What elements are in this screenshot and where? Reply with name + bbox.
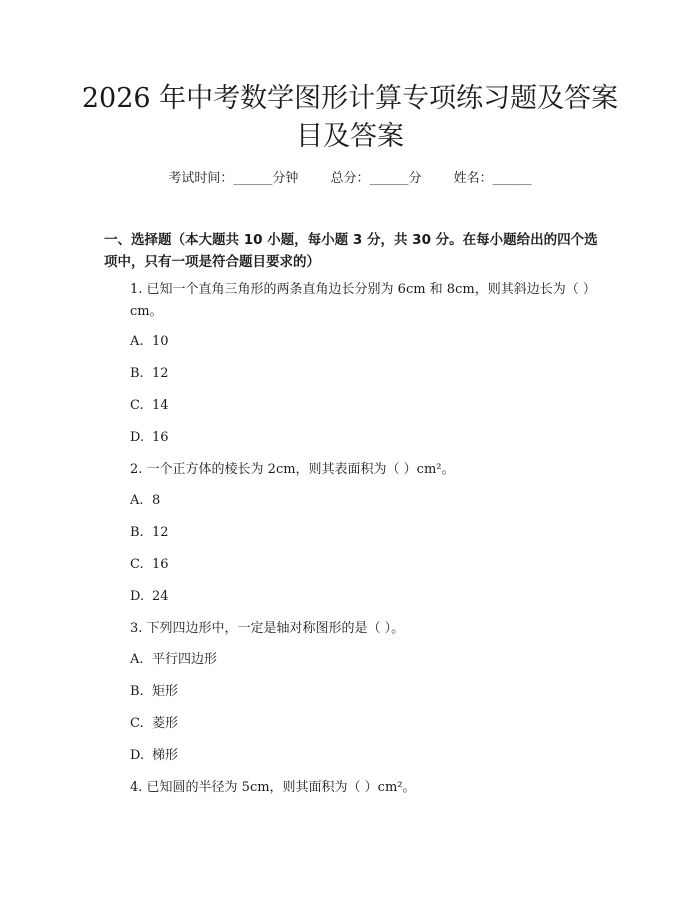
option-text: 10	[152, 334, 169, 349]
option	[130, 333, 169, 351]
question-text: 3. 下列四边形中，一定是轴对称图形的是（ ）。	[130, 621, 405, 636]
question-2	[104, 459, 604, 481]
exam-time: 考试时间：______分钟	[168, 171, 299, 186]
question-text: 2. 一个正方体的棱长为 2cm，则其表面积为（ ）cm²。	[130, 462, 455, 477]
option	[130, 397, 169, 415]
option-text: 菱形	[152, 716, 179, 731]
exam-meta	[0, 170, 700, 188]
page-title	[60, 80, 640, 156]
option-label: C.	[130, 557, 144, 572]
option-label: C.	[130, 398, 144, 413]
option	[130, 556, 169, 574]
option-label: D.	[130, 430, 145, 445]
question-text: 1. 已知一个直角三角形的两条直角边长分别为 6cm 和 8cm，则其斜边长为（ ）cm。	[130, 282, 596, 319]
option	[130, 429, 169, 447]
option-label: A.	[130, 493, 144, 508]
exam-score: 总分：______分	[330, 171, 422, 186]
question-text: 4. 已知圆的半径为 5cm，则其面积为（ ）cm²。	[130, 780, 416, 795]
option-label: C.	[130, 716, 144, 731]
option-label: A.	[130, 334, 144, 349]
option	[130, 651, 217, 669]
option	[130, 524, 169, 542]
option	[130, 715, 178, 733]
option	[130, 492, 160, 510]
option-label: D.	[130, 748, 145, 763]
question-4	[104, 777, 604, 799]
section-heading: 一、选择题（本大题共 10 小题，每小题 3 分，共 30 分。在每小题给出的四个选项中，只有一项是符合题目要求的）	[104, 232, 598, 270]
option-label: D.	[130, 589, 145, 604]
option-text: 16	[152, 557, 169, 572]
option-text: 平行四边形	[152, 652, 218, 667]
option	[130, 747, 178, 765]
exam-name: 姓名：______	[453, 171, 532, 186]
option-text: 24	[152, 589, 169, 604]
option	[130, 683, 178, 701]
option-label: B.	[130, 366, 144, 381]
option-label: B.	[130, 525, 144, 540]
title-line-2: 目及答案	[296, 121, 404, 152]
option	[130, 588, 169, 606]
option-text: 16	[152, 430, 169, 445]
option-label: B.	[130, 684, 144, 699]
option-text: 8	[152, 493, 161, 508]
question-1	[104, 279, 604, 323]
question-3	[104, 618, 604, 640]
option-label: A.	[130, 652, 144, 667]
option-text: 梯形	[152, 748, 179, 763]
title-line-1: 2026 年中考数学图形计算专项练习题及答案	[81, 83, 619, 114]
option	[130, 365, 169, 383]
option-text: 矩形	[152, 684, 179, 699]
option-text: 12	[152, 366, 169, 381]
option-text: 12	[152, 525, 169, 540]
option-text: 14	[152, 398, 169, 413]
